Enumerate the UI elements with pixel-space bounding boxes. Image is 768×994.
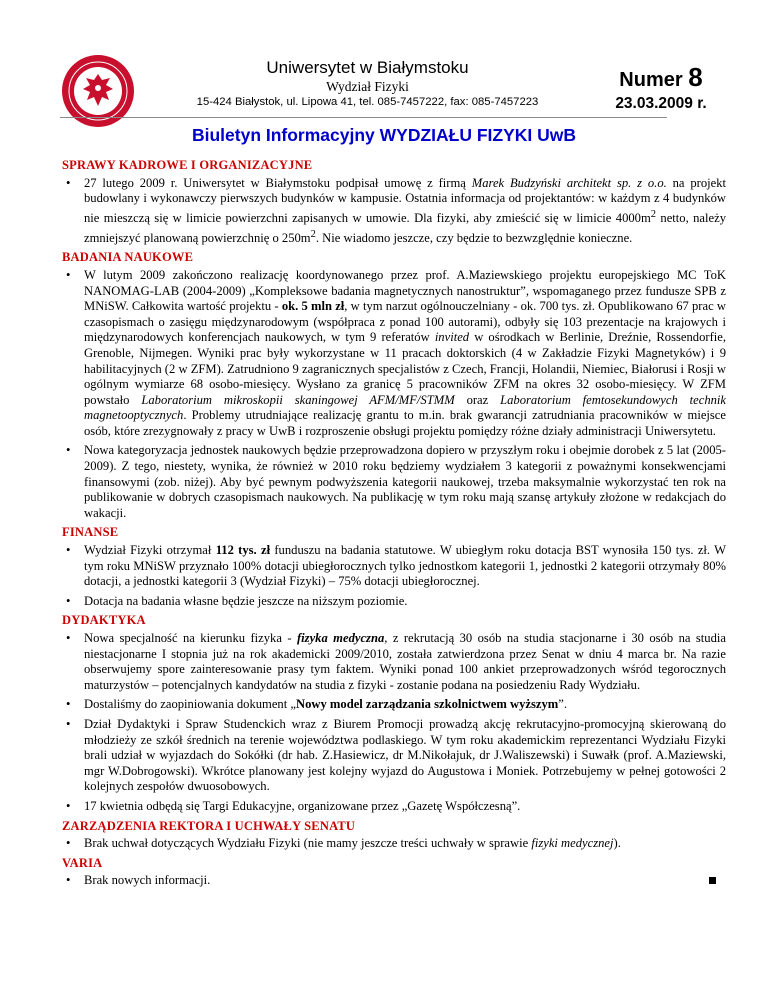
text: 27 lutego 2009 r. Uniwersytet w Białymstoku podpisał umowę z firmą [84,175,472,190]
section-heading-varia: VARIA [62,855,103,870]
text: Dostaliśmy do zaopiniowania dokument „ [84,697,296,712]
text: W lutym 2009 zakończono realizację koordynowanego przez prof. A.Maziewskiego projektu europejskiego MC ToK NANOMAG-LAB (2004-2009) „Kompleksowe badania magnetycznych nanostruktur”, wspomaganego przez fundusze SPB z MNiSW. Całkowita wartość projektu - [84,267,726,314]
header-divider [60,117,667,118]
text: funduszu na badania statutowe. W ubiegłym roku dotacja BST wynosiła 150 tys. zł. W tym roku MNiSW przyznało 100% dotacji ubiegłorocznych tylko jednostkom kategorii 1, jednostki 2 kategorii otrzymały 80% dotacji, a jednostki kategorii 3 (Wydział Fizyki) – 75% dotacji ubiegłorocznej. [84,543,727,589]
text: ”. [558,697,568,712]
superscript: 2 [310,228,316,240]
list-item [62,268,726,440]
specialty-name: fizyka medyczna [296,631,385,645]
document-title: Nowy model zarządzania szkolnictwem wyższym [295,697,559,712]
text: oraz [454,392,501,407]
issue-label: Numer [619,69,683,91]
superscript: 2 [650,208,657,220]
funding-amount: 112 tys. zł [215,543,271,558]
section-heading-badania: BADANIA NAUKOWE [62,250,194,265]
text: , z rekrutacją 30 osób na studia stacjonarne i 30 osób na studia niestacjonarne I stopnia już na rok akademicki 2009/2010, została zatwierdzona przez Senat w dniu 4 marca br. Na razie obserwujemy spore zainteresowanie prasy tym faktem. Wyniki ponad 100 ankiet przeprowadzonych wśród tegorocznych maturzystów – potencjalnych kandydatów na studia z fizyki - zostanie podana na posiedzeniu Rady Wydziału. [84,631,726,692]
bulletin-title: Biuletyn Informacyjny WYDZIAŁU FIZYKI UwB [191,125,577,145]
list-item: • 17 kwietnia odbędą się Targi Edukacyjne, organizowane przez „Gazetę Współczesną”. [62,799,726,815]
list-item [62,697,726,713]
text: Wydział Fizyki otrzymał [84,543,216,558]
text-italic: invited [434,330,470,345]
text: w ośrodkach w Berlinie, Dreźnie, Rossendorfie, Grenoble, Nijmegen. Wyniki prac były wykorzystane w 11 pracach doktorskich (4 w Zakładzie Fizyki Magnetyków) i 9 habilitacyjnych (2 w ZFM). Zatrudniono 9 zagranicznych specjalistów z Czech, Francji, Holandii, Niemiec, Białorusi i Rosji w ogólnym wymiarze 68 osobo-miesięcy. Wysłano za granicę 5 pracowników ZFM na okres 32 osobo-miesięcy. W ZFM powstało [84,330,726,407]
letterhead [0,0,768,122]
text: . Problemy utrudniające realizację grantu to m.in. brak gwarancji zatrudniania pracowników w miejsce osób, które zrezygnowały z pracy w UwB i rozproszenie obsługi projektu pomiędzy różne działy administracji Uniwersytetu. [84,408,726,438]
issue-date: 23.03.2009 r. [615,95,707,112]
university-name: Uniwersytet w Białymstoku [266,58,469,77]
list-item: • Nowa kategoryzacja jednostek naukowych będzie przeprowadzona dopiero w przyszłym roku i obejmie dorobek z 5 lat (2005-2009). Z tego, niestety, wynika, że również w 2010 roku będziemy wydziałem 3 kategorii z poważnymi konsekwencjami finansowymi (zob. niżej). Aby być pewnym podwyższenia kategorii naukowej, trzeba maksymalnie wykorzystać ten rok na publikowanie w dobrych czasopismach naukowych. Na publikację w tym roku mają szansę artykuły złożone w redakcjach do wakacji. [62,443,726,521]
project-value: ok. 5 mln zł [281,299,345,314]
list-item [62,176,726,247]
end-of-document-square-icon [709,877,716,884]
list-item: • Dział Dydaktyki i Spraw Studenckich wraz z Biurem Promocji prowadzą akcję rekrutacyjno-promocyjną skierowaną do młodzieży ze szkół średnich na terenie województwa podlaskiego. W tym roku akademickim reprezentanci Wydziału Fizyki brali udział w wyjazdach do Sokółki (dr hab. Z.Hasiewicz, dr M.Nikołajuk, dr J.Waliszewski) i Suwałk (prof. A.Maziewski, mgr W.Dobrogowski). Wkrótce planowany jest kolejny wyjazd do Augustowa i Moniek. Potrzebujemy w pełnej gotowości 2 kolejnych zespołów dwuosobowych. [62,717,726,795]
section-heading-zarzadzenia: ZARZĄDZENIA REKTORA I UCHWAŁY SENATU [62,818,356,833]
text: netto, należy zmniejszyć planowaną powierzchnię o 250m [84,210,726,245]
text: . Nie wiadomo jeszcze, czy będzie to bezwzględnie konieczne. [315,230,633,245]
issue-value: 8 [688,62,703,92]
lab-name: Laboratorium mikroskopii skaningowej AFM/MF/STMM [141,392,455,407]
bulletin-content [62,158,726,893]
text: ). [613,836,621,851]
section-list-zarzadzenia [62,836,726,852]
text: , w tym narzut ogólnouczelniany - ok. 700 tys. zł. Opublikowano 67 prac w czasopismach o zasięgu międzynarodowym (współpraca z ponad 100 autorami), odbyły się 103 prezentacje na krajowych i międzynarodowych konferencjach naukowych, w tym 9 referatów [84,299,726,345]
list-item [62,873,726,889]
text: Nowa specjalność na kierunku fizyka - [84,631,297,645]
section-list-finanse [62,543,726,609]
text-italic: fizyki medycznej [531,836,614,851]
lab-name: Laboratorium femtosekundowych technik magnetooptycznych [84,392,727,423]
list-item [62,543,726,590]
issue-number [596,62,726,93]
section-list-varia [62,873,726,889]
text: na projekt budowlany i wykonawczy pierwszych budynków w kampusie. Ostatnia informacja od projektantów: w każdym z 4 budynków nie mieszczą się w limicie powierzchni zapisanych w umowie. Dla fizyki, aby zmieścić się w limicie 4000m [84,175,727,225]
section-heading-kadrowe: SPRAWY KADROWE I ORGANIZACYJNE [62,158,313,172]
text: Brak uchwał dotyczących Wydziału Fizyki (nie mamy jeszcze treści uchwały w sprawie [84,836,532,851]
list-item [62,631,726,693]
text: Brak nowych informacji. [84,873,211,888]
section-list-dydaktyka [62,631,726,815]
section-heading-finanse: FINANSE [62,525,119,540]
section-list-badania [62,268,726,522]
list-item: • Dotacja na badania własne będzie jeszcze na niższym poziomie. [62,594,726,610]
section-list-kadrowe [62,176,726,247]
section-heading-dydaktyka: DYDAKTYKA [62,613,146,628]
faculty-address: 15-424 Białystok, ul. Lipowa 41, tel. 085-7457222, fax: 085-7457223 [196,96,539,108]
company-name: Marek Budzyński architekt sp. z o.o. [471,175,667,190]
faculty-name: Wydział Fizyki [326,79,409,94]
list-item [62,836,726,852]
